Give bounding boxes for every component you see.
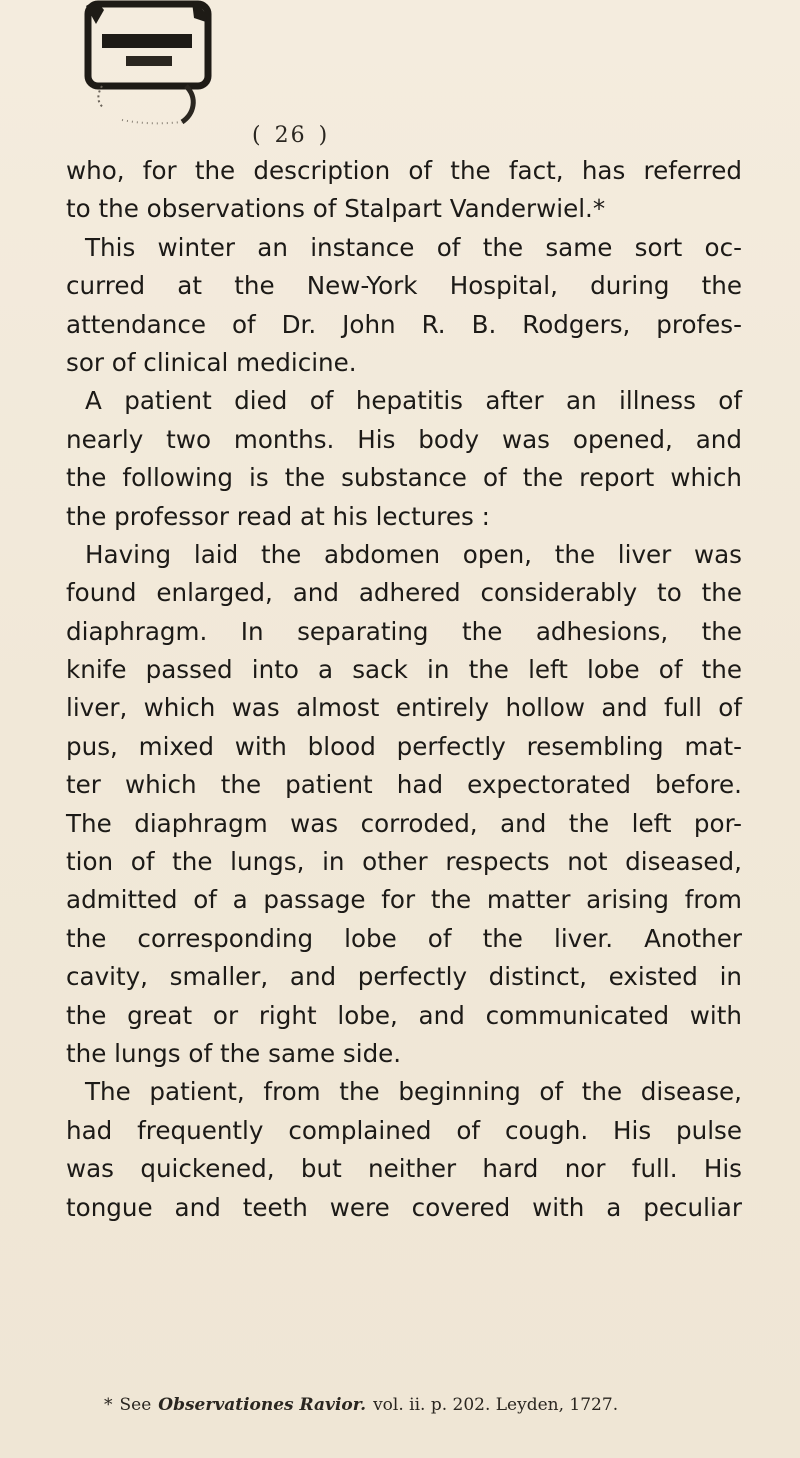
page-number [252, 123, 329, 148]
text-line: curred at the New-York Hospital, during the [66, 271, 742, 301]
text-line: attendance of Dr. John R. B. Rodgers, profes- [66, 309, 742, 339]
text-line: the great or right lobe, and communicated with [66, 1000, 742, 1030]
text-line: knife passed into a sack in the left lobe of the [66, 655, 742, 685]
body-text [66, 152, 742, 1227]
text-line: the following is the substance of the report which [66, 463, 742, 493]
text-line: diaphragm. In separating the adhesions, the [66, 616, 742, 646]
text-line: The diaphragm was corroded, and the left por- [66, 808, 742, 838]
footnote-marker: * [104, 1395, 113, 1415]
text-line: admitted of a passage for the matter arising from [66, 885, 742, 915]
text-line: pus, mixed with blood perfectly resembling mat- [66, 731, 742, 761]
text-line: liver, which was almost entirely hollow and full of [66, 693, 742, 723]
page-number-value: 26 [274, 123, 307, 148]
text-line: Having laid the abdomen open, the liver was [85, 539, 742, 569]
text-line: tion of the lungs, in other respects not diseased, [66, 847, 742, 877]
text-line: tongue and teeth were covered with a peculiar [66, 1192, 742, 1222]
footnote-title: Observationes Ravior. [158, 1395, 367, 1415]
text-line: the lungs of the same side. [66, 1038, 402, 1068]
text-line: cavity, smaller, and perfectly distinct, existed in [66, 962, 742, 992]
text-line: found enlarged, and adhered considerably to the [66, 578, 742, 608]
text-line: the corresponding lobe of the liver. Another [66, 923, 742, 953]
page-number-close-paren: ) [318, 123, 330, 148]
footnote [104, 1395, 744, 1415]
text-line: nearly two months. His body was opened, and [66, 424, 742, 454]
text-line: the professor read at his lectures : [66, 501, 490, 531]
page-number-open-paren: ( [252, 123, 263, 148]
library-stamp [82, 0, 214, 128]
text-line: This winter an instance of the same sort oc- [85, 232, 742, 262]
footnote-citation: vol. ii. p. 202. Leyden, 1727. [373, 1395, 619, 1415]
text-line: to the observations of Stalpart Vanderwiel.* [66, 194, 606, 224]
text-line: sor of clinical medicine. [66, 347, 357, 377]
text-line: who, for the description of the fact, has referred [66, 156, 742, 185]
text-line: had frequently complained of cough. His pulse [66, 1115, 742, 1145]
text-line: A patient died of hepatitis after an illness of [85, 386, 742, 416]
text-line: The patient, from the beginning of the disease, [85, 1077, 742, 1107]
footnote-prefix: See [119, 1395, 152, 1415]
text-line: was quickened, but neither hard nor full. His [66, 1154, 742, 1184]
text-line: ter which the patient had expectorated before. [66, 770, 742, 800]
